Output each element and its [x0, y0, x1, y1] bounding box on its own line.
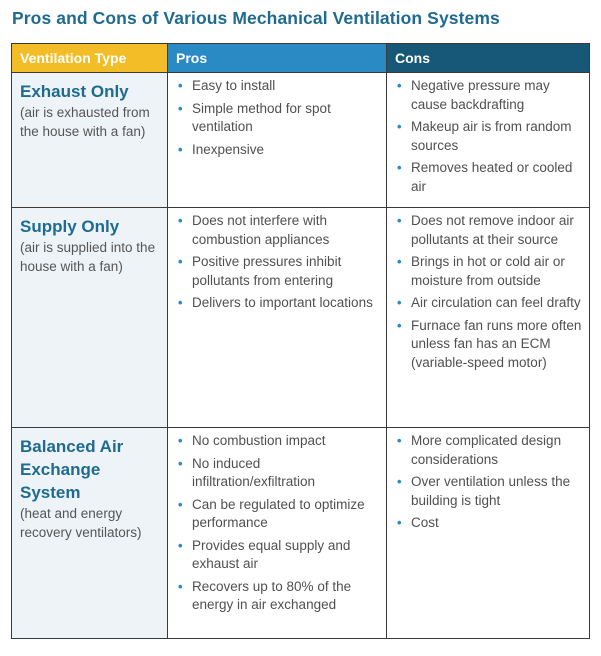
type-cell: [12, 73, 168, 208]
header-cons: Cons: [387, 44, 590, 73]
header-ventilation-type: Ventilation Type: [12, 44, 168, 73]
row-balanced-air-exchange: [12, 428, 590, 639]
cons-item: • Air circulation can feel drafty: [395, 294, 583, 313]
bullet-icon: •: [397, 433, 402, 448]
cons-cell: [387, 428, 590, 639]
bullet-icon: •: [178, 254, 183, 269]
pros-item: • Does not interfere with combustion appliances: [178, 213, 330, 247]
pros-cell: [168, 428, 387, 639]
type-description: (heat and energy recovery ventilators): [20, 506, 142, 540]
pros-item: • Can be regulated to optimize performance: [178, 496, 365, 530]
bullet-icon: •: [178, 100, 183, 116]
bullet-icon: •: [397, 160, 402, 175]
row-supply-only: [12, 208, 590, 428]
cons-item: • Removes heated or cooled air: [397, 160, 573, 194]
bullet-icon: •: [397, 317, 402, 333]
type-description: (air is exhausted from the house with a fan): [20, 105, 150, 139]
pros-item: • Delivers to important locations: [176, 294, 380, 313]
pros-item: • Inexpensive: [176, 141, 380, 160]
ventilation-table: [11, 43, 590, 639]
type-cell: [12, 208, 168, 428]
pros-item: • No combustion impact: [176, 432, 380, 451]
bullet-icon: •: [397, 213, 402, 228]
cons-item: • More complicated design considerations: [397, 433, 562, 467]
row-exhaust-only: [12, 73, 590, 208]
type-description: (air is supplied into the house with a fan): [20, 240, 156, 274]
bullet-icon: •: [178, 578, 183, 594]
pros-cell: [168, 208, 387, 428]
cons-cell: [387, 208, 590, 428]
page-title: Pros and Cons of Various Mechanical Ventilation Systems: [12, 8, 500, 28]
cons-item: • Over ventilation unless the building is tight: [397, 474, 571, 508]
bullet-icon: •: [178, 455, 183, 471]
type-cell: [12, 428, 168, 639]
bullet-icon: •: [178, 295, 183, 310]
bullet-icon: •: [178, 433, 183, 448]
header-pros: Pros: [168, 44, 387, 73]
pros-item: • No induced infiltration/exfiltration: [178, 455, 316, 489]
type-name: Balanced Air Exchange System: [20, 437, 124, 502]
cons-item: • Brings in hot or cold air or moisture from outside: [397, 254, 565, 288]
bullet-icon: •: [178, 141, 183, 157]
pros-item: • Easy to install: [176, 77, 380, 96]
bullet-icon: •: [397, 515, 402, 530]
bullet-icon: •: [397, 119, 402, 134]
bullet-icon: •: [397, 78, 402, 93]
pros-item: • Provides equal supply and exhaust air: [178, 537, 351, 571]
pros-item: • Simple method for spot ventilation: [178, 100, 331, 134]
bullet-icon: •: [178, 496, 183, 512]
pros-cell: [168, 73, 387, 208]
header-row: [12, 44, 590, 73]
bullet-icon: •: [397, 254, 402, 269]
bullet-icon: •: [178, 213, 183, 228]
bullet-icon: •: [178, 537, 183, 553]
type-name: Supply Only: [20, 217, 120, 236]
cons-item: • Furnace fan runs more often unless fan has an ECM (variable-speed motor): [397, 317, 582, 370]
cons-item: • Cost: [395, 514, 583, 533]
bullet-icon: •: [397, 474, 402, 489]
type-name: Exhaust Only: [20, 82, 129, 101]
cons-item: • Makeup air is from random sources: [397, 119, 572, 153]
bullet-icon: •: [397, 295, 402, 310]
pros-item: • Positive pressures inhibit pollutants from entering: [178, 254, 342, 288]
cons-item: • Does not remove indoor air pollutants at their source: [397, 213, 574, 247]
cons-item: • Negative pressure may cause backdrafting: [397, 78, 550, 112]
bullet-icon: •: [178, 78, 183, 93]
pros-item: • Recovers up to 80% of the energy in air exchanged: [178, 578, 352, 612]
cons-cell: [387, 73, 590, 208]
